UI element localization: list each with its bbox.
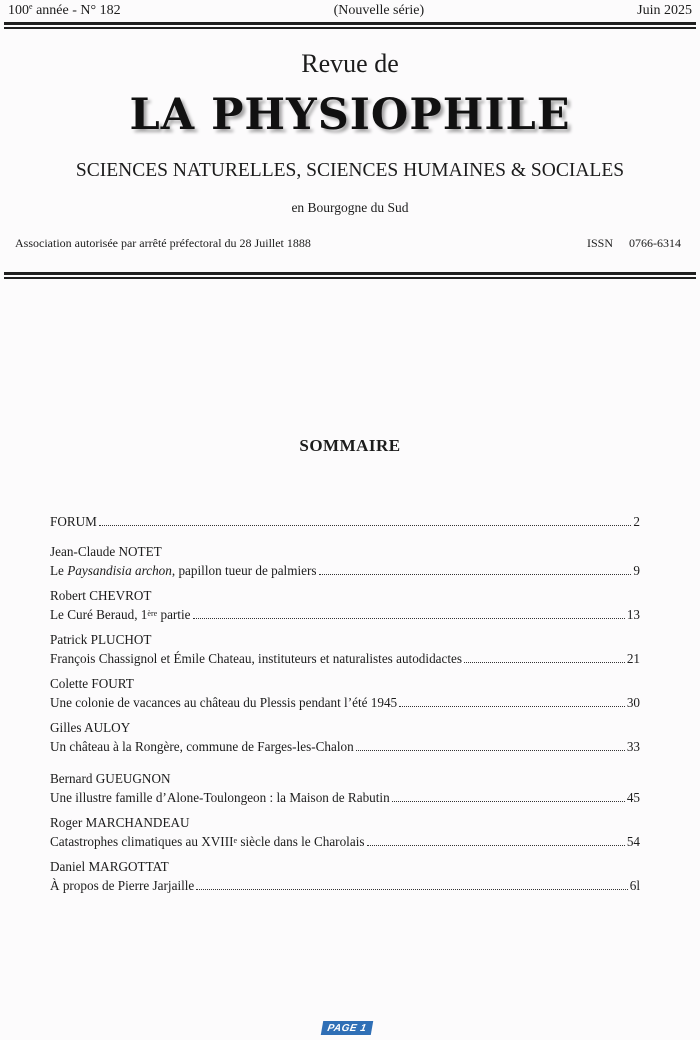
table-of-contents <box>50 512 640 895</box>
toc-author: Bernard GUEUGNON <box>50 771 171 786</box>
issue-date: Juin 2025 <box>637 3 692 18</box>
leader-dots <box>392 800 625 802</box>
toc-page-number: 6l <box>629 878 640 893</box>
toc-entry <box>50 718 640 756</box>
toc-page-number: 2 <box>633 514 640 529</box>
toc-page-number: 21 <box>626 651 640 666</box>
leader-dots <box>367 844 625 846</box>
toc-entry <box>50 630 640 668</box>
toc-author: Daniel MARGOTTAT <box>50 859 169 874</box>
leader-dots <box>319 573 632 575</box>
toc-title: À propos de Pierre Jarjaille <box>50 878 195 893</box>
toc-entry <box>50 542 640 580</box>
toc-title: François Chassignol et Émile Chateau, instituteurs et naturalistes autodidactes <box>50 651 463 666</box>
top-rule-thin <box>4 27 696 29</box>
leader-dots <box>196 888 627 890</box>
revue-de-label: Revue de <box>301 49 399 78</box>
toc-title: Un château à la Rongère, commune de Farges-les-Chalon <box>50 739 354 754</box>
toc-author: Jean-Claude NOTET <box>50 544 162 559</box>
toc-page-number: 33 <box>626 739 640 754</box>
toc-page-number: 9 <box>633 563 640 578</box>
issue-number: 100e année - N° 182 <box>8 2 121 18</box>
toc-title: Une illustre famille d’Alone-Toulongeon : la Maison de Rabutin <box>50 790 390 805</box>
toc-entry <box>50 813 640 851</box>
toc-author: Robert CHEVROT <box>50 588 152 603</box>
toc-title: Catastrophes climatiques au XVIIIe siècle dans le Charolais <box>50 834 365 849</box>
toc-title: Le Curé Beraud, 1ère partie <box>50 607 191 622</box>
toc-entry-forum <box>50 512 640 531</box>
bottom-rule-thick <box>4 272 696 275</box>
issn-label: ISSN <box>587 236 614 250</box>
issn-value: 0766-6314 <box>629 236 682 250</box>
leader-dots <box>99 524 632 526</box>
toc-page-number: 54 <box>626 834 640 849</box>
issue-header-bar <box>8 2 692 20</box>
toc-entry <box>50 769 640 807</box>
leader-dots <box>193 617 625 619</box>
leader-dots <box>399 705 625 707</box>
top-rule-thick <box>4 22 696 25</box>
leader-dots <box>356 749 625 751</box>
toc-title: FORUM <box>50 514 97 529</box>
region-label: en Bourgogne du Sud <box>291 200 409 215</box>
toc-author: Roger MARCHANDEAU <box>50 815 190 830</box>
journal-subtitle: SCIENCES NATURELLES, SCIENCES HUMAINES & SOCIALES <box>75 160 625 181</box>
toc-title: Une colonie de vacances au château du Plessis pendant l’été 1945 <box>50 695 398 710</box>
toc-page-number: 13 <box>626 607 640 622</box>
toc-entry <box>50 857 640 895</box>
toc-entry <box>50 586 640 624</box>
toc-title: Le Paysandisia archon, papillon tueur de palmiers <box>50 563 317 578</box>
toc-page-number: 30 <box>626 695 640 710</box>
leader-dots <box>464 661 625 663</box>
toc-author: Gilles AULOY <box>50 720 131 735</box>
toc-author: Colette FOURT <box>50 676 134 691</box>
journal-title: LA PHYSIOPHILE <box>129 90 571 140</box>
association-note: Association autorisée par arrêté préfectoral du 28 Juillet 1888 <box>15 236 311 250</box>
issn <box>587 236 681 251</box>
toc-page-number: 45 <box>626 790 640 805</box>
page-number-badge: PAGE 1 <box>321 1021 373 1035</box>
sommaire-heading: SOMMAIRE <box>299 436 401 455</box>
toc-entry <box>50 674 640 712</box>
series-label: (Nouvelle série) <box>333 3 425 18</box>
bottom-rule-thin <box>4 277 696 279</box>
toc-author: Patrick PLUCHOT <box>50 632 152 647</box>
